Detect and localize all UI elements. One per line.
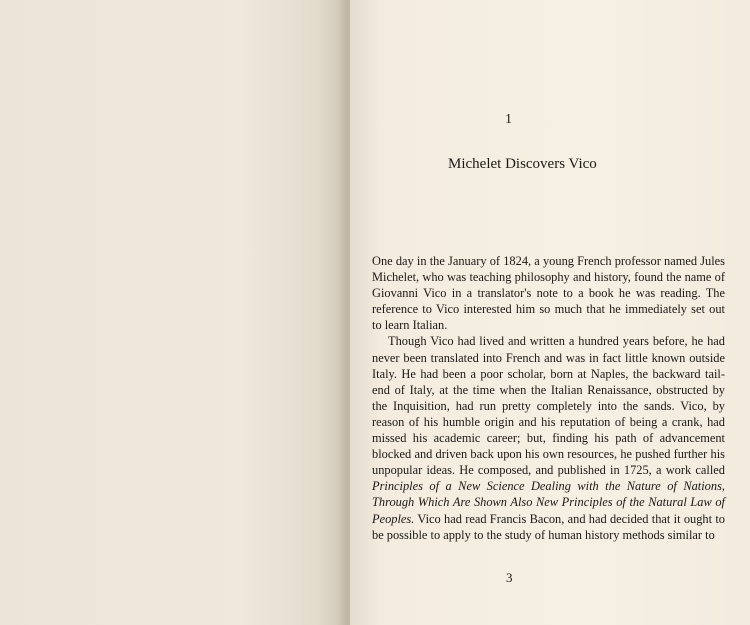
chapter-title: Michelet Discovers Vico [448, 156, 597, 172]
paragraph-text: Vico had read Francis Bacon, and had decided that it ought to be possible to apply to the study of human history methods similar to [372, 511, 725, 542]
chapter-body-text [372, 253, 725, 543]
paragraph-text: One day in the January of 1824, a young French professor named Jules Michelet, who was teaching philosophy and history, found the name of Giovanni Vico in a translator's note to a book he was reading. The reference to Vico interested him so much that he immediately set out to learn Italian. [372, 254, 725, 333]
chapter-number: 1 [505, 112, 512, 127]
left-page [0, 0, 345, 625]
page-number: 3 [506, 570, 513, 585]
bleed-through-contents [70, 38, 320, 256]
paragraph-text: Though Vico had lived and written a hundred years before, he had never been translated into French and was in fact little known outside Italy. He had been a poor scholar, born at Naples, the backward tail-end of Italy, at the time when the Italian Renaissance, obstructed by the Inquisition, had run pretty completely into the sands. Vico, by reason of his humble origin and his reputation of being a crank, had missed his academic career; but, finding his path of advancement blocked and driven back upon his own resources, he pushed further his unpopular ideas. He composed, and published in 1725, a work called [372, 334, 725, 478]
body-paragraph [372, 333, 725, 542]
italic-book-title: Principles of a New Science Dealing with the Nature of Nations, Through Which Are Shown Also New Principles of the Natural Law of Peoples. [372, 479, 725, 526]
body-paragraph [372, 253, 725, 333]
